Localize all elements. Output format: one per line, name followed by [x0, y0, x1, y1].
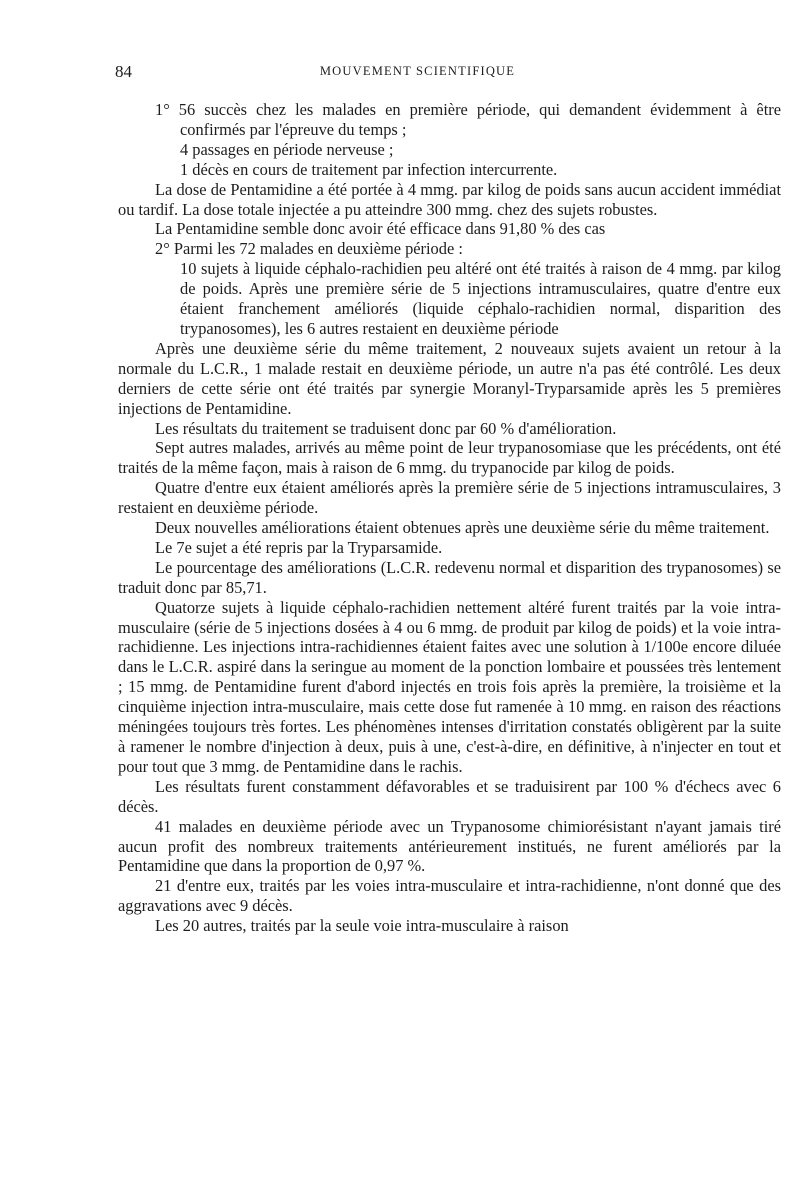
paragraph: La Pentamidine semble donc avoir été efficace dans 91,80 % des cas — [155, 219, 606, 239]
paragraph: Quatorze sujets à liquide céphalo-rachidien nettement altéré furent traités par la voie intra-musculaire (série de 5 injections dosées à 4 ou 6 mmg. de produit par kilog de poids) et la voie intra-rachidienne. Les injections intra-rachidiennes étaient faites avec une solution à 1/100e encore diluée dans le L.C.R. aspiré dans la seringue au moment de la ponction lombaire et poussées très lentement ; 15 mmg. de Pentamidine furent d'abord injectés en trois fois après la première, la troisième et la cinquième injection intra-musculaire, mais cette dose fut ramenée à 10 mmg. en raison des réactions méningées toujours très fortes. Les phénomènes intenses d'irritation constatés obligèrent par la suite à ramener le nombre d'injection à deux, puis à une, c'est-à-dire, en définitive, à n'injecter en tout et pour tout que 3 mmg. de Pentamidine dans le rachis. — [118, 597, 781, 776]
paragraph: Les résultats du traitement se traduisent donc par 60 % d'amélioration. — [155, 418, 617, 438]
page-header — [115, 62, 720, 84]
paragraph: Le 7e sujet a été repris par la Tryparsamide. — [155, 537, 443, 557]
page-number: 84 — [115, 62, 132, 81]
paragraph: 21 d'entre eux, traités par les voies intra-musculaire et intra-rachidienne, n'ont donné que des aggravations avec 9 décès. — [118, 876, 781, 916]
paragraph: La dose de Pentamidine a été portée à 4 mmg. par kilog de poids sans aucun accident immédiat ou tardif. La dose totale injectée a pu atteindre 300 mmg. chez des sujets robustes. — [118, 179, 781, 219]
paragraph: Après une deuxième série du même traitement, 2 nouveaux sujets avaient un retour à la normale du L.C.R., 1 malade restait en deuxième période, un autre n'a pas été contrôlé. Les deux derniers de cette série ont été traités par synergie Moranyl-Tryparsamide après les 5 premières injections de Pentamidine. — [118, 338, 781, 418]
paragraph: Quatre d'entre eux étaient améliorés après la première série de 5 injections intramusculaires, 3 restaient en deuxième période. — [118, 478, 781, 518]
paragraph: 4 passages en période nerveuse ; — [180, 139, 394, 159]
paragraph: Deux nouvelles améliorations étaient obtenues après une deuxième série du même traitement. — [155, 518, 770, 538]
paragraph: 10 sujets à liquide céphalo-rachidien peu altéré ont été traités à raison de 4 mmg. par kilog de poids. Après une première série de 5 injections intramusculaires, quatre d'entre eux étaient franchement améliorés (liquide céphalo-rachidien normal, disparition des trypanosomes), les 6 autres restaient en deuxième période — [180, 259, 781, 338]
paragraph: Le pourcentage des améliorations (L.C.R. redevenu normal et disparition des trypanosomes) se traduit donc par 85,71. — [118, 557, 781, 597]
paragraph: Les résultats furent constamment défavorables et se traduisirent par 100 % d'échecs avec 6 décès. — [118, 776, 781, 816]
paragraph: 1 décès en cours de traitement par infection intercurrente. — [180, 159, 558, 179]
paragraph: Les 20 autres, traités par la seule voie intra-musculaire à raison — [155, 916, 569, 936]
body-text — [118, 100, 781, 936]
paragraph: 2° Parmi les 72 malades en deuxième période : — [155, 239, 463, 259]
paragraph: 1° 56 succès chez les malades en première période, qui demandent évidemment à être confirmés par l'épreuve du temps ; — [155, 100, 781, 139]
running-title: MOUVEMENT SCIENTIFIQUE — [319, 64, 516, 78]
paragraph: 41 malades en deuxième période avec un Trypanosome chimiorésistant n'ayant jamais tiré aucun profit des nombreux traitements antérieurement institués, ne furent améliorés par la Pentamidine que dans la proportion de 0,97 %. — [118, 816, 781, 876]
paragraph: Sept autres malades, arrivés au même point de leur trypanosomiase que les précédents, ont été traités de la même façon, mais à raison de 6 mmg. du trypanocide par kilog de poids. — [118, 438, 781, 478]
